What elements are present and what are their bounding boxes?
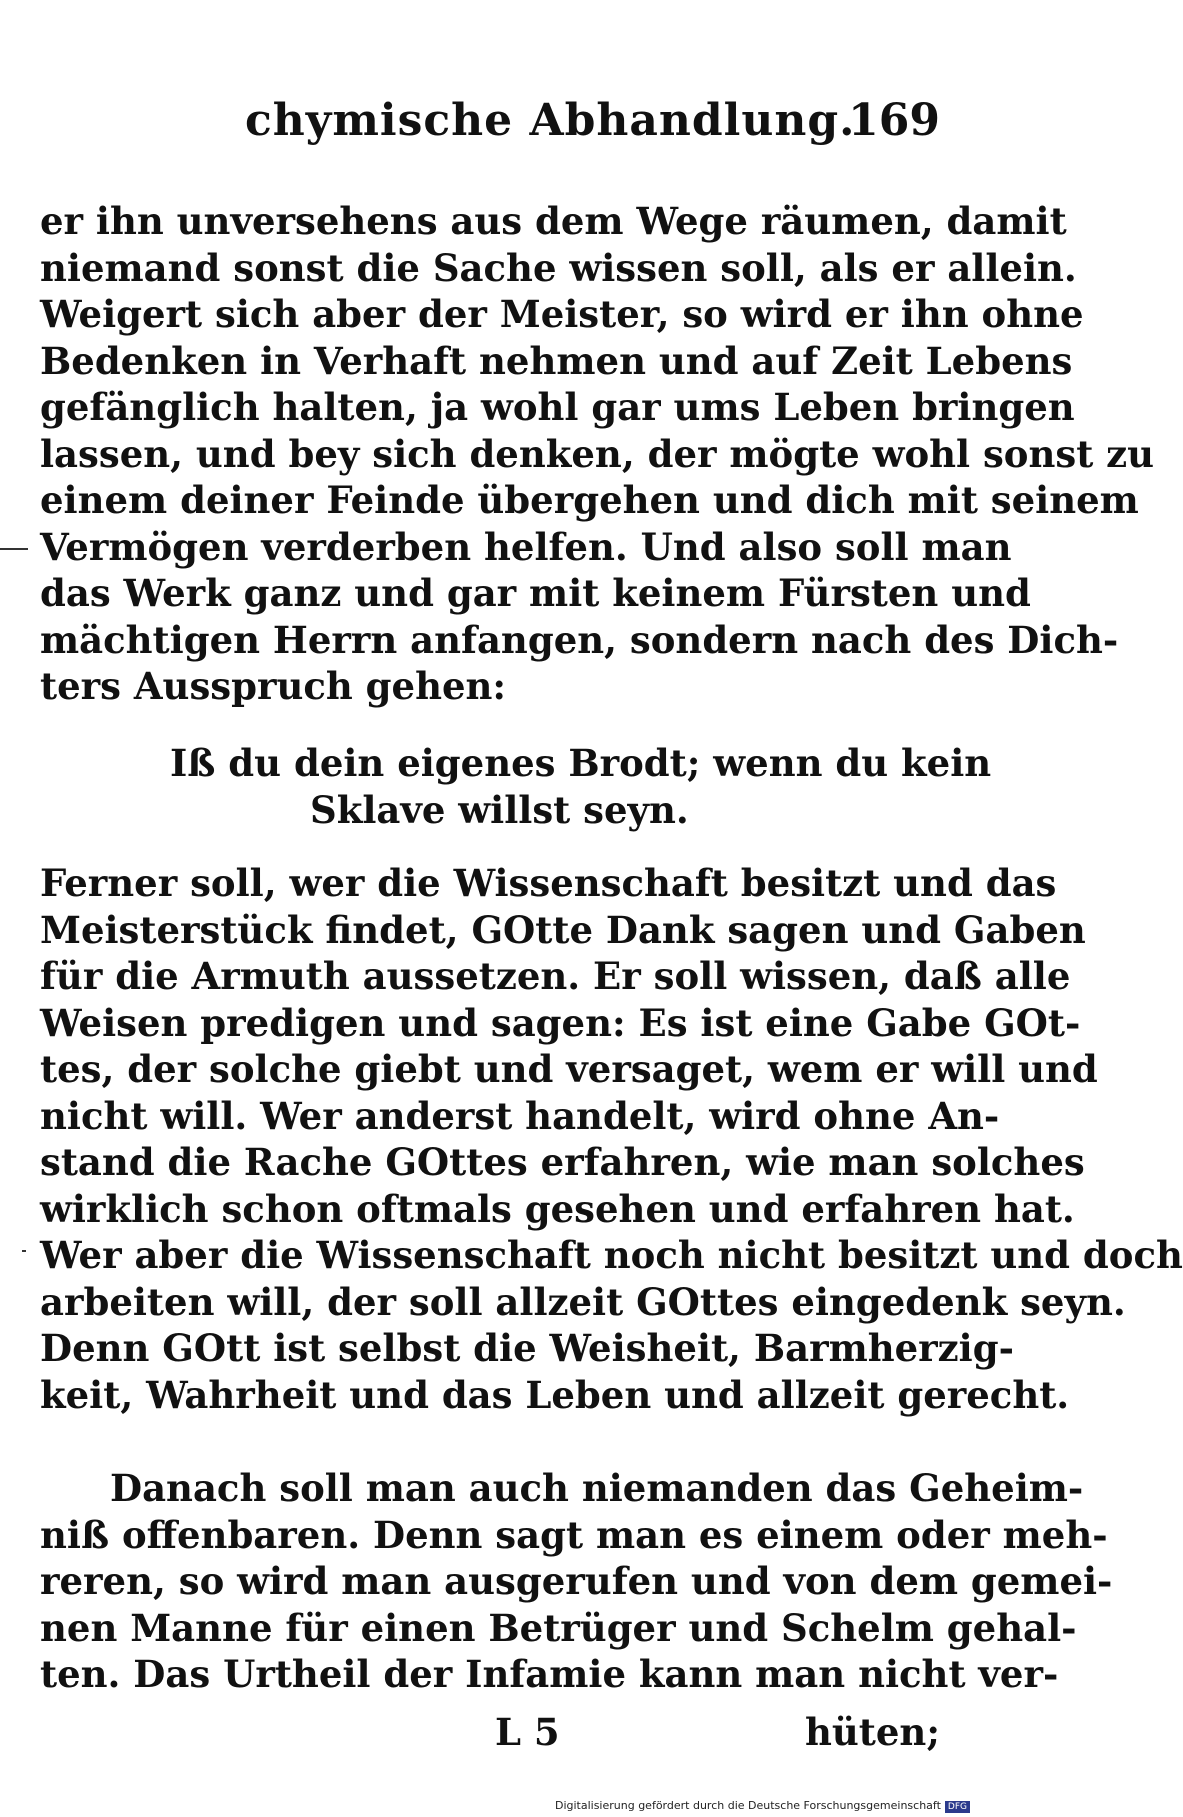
text-line: Weisen predigen und sagen: Es ist eine Gabe GOt-	[40, 1000, 1081, 1045]
credit-text: Digitalisierung gefördert durch die Deutsche Forschungsgemeinschaft	[554, 1799, 941, 1812]
text-line: Wer aber die Wissenschaft noch nicht besitzt und doch	[40, 1233, 1183, 1277]
text-line: wirklich schon oftmals gesehen und erfahren hat.	[40, 1186, 1075, 1231]
text-line: Bedenken in Verhaft nehmen und auf Zeit Lebens	[40, 338, 1073, 383]
text-line: Weigert sich aber der Meister, so wird er ihn ohne	[40, 292, 1084, 336]
paragraph-1	[40, 198, 1155, 710]
running-title: chymische Abhandlung.	[245, 95, 856, 146]
margin-mark	[0, 548, 28, 550]
text-line: nen Manne für einen Betrüger und Schelm gehal-	[40, 1605, 1077, 1650]
text-line: niß offenbaren. Denn sagt man es einem oder meh-	[40, 1512, 1108, 1557]
quote-line-1: Iß du dein eigenes Brodt; wenn du kein	[170, 741, 992, 785]
text-line: für die Armuth aussetzen. Er soll wissen, daß alle	[40, 954, 1071, 998]
verse-quote	[40, 740, 992, 833]
text-line: er ihn unversehens aus dem Wege räumen, damit	[40, 199, 1067, 243]
digitization-credit	[555, 1799, 970, 1813]
catchword: hüten;	[805, 1710, 940, 1754]
text-line: ters Ausspruch gehen:	[40, 664, 507, 708]
text-line: lassen, und bey sich denken, der mögte wohl sonst zu	[40, 431, 1155, 476]
text-line: tes, der solche giebt und versaget, wem er will und	[40, 1047, 1098, 1091]
signature-mark: L 5	[495, 1710, 560, 1754]
text-line: keit, Wahrheit und das Leben und allzeit gerecht.	[40, 1372, 1070, 1417]
paragraph-2	[40, 860, 1183, 1418]
page-number: 169	[848, 95, 940, 146]
margin-mark	[22, 1250, 26, 1252]
text-line: stand die Rache GOttes erfahren, wie man solches	[40, 1140, 1085, 1184]
text-line: mächtigen Herrn anfangen, sondern nach des Dich-	[40, 617, 1119, 662]
text-line: reren, so wird man ausgerufen und von dem gemei-	[40, 1559, 1113, 1603]
text-line: Denn GOtt ist selbst die Weisheit, Barmherzig-	[40, 1326, 1014, 1370]
paragraph-3	[40, 1465, 1113, 1698]
page-footer	[40, 1710, 940, 1770]
text-line: arbeiten will, der soll allzeit GOttes eingedenk seyn.	[40, 1279, 1126, 1324]
text-line: niemand sonst die Sache wissen soll, als er allein.	[40, 245, 1077, 290]
text-line: Danach soll man auch niemanden das Geheim-	[110, 1466, 1084, 1510]
text-line: nicht will. Wer anderst handelt, wird ohne An-	[40, 1093, 1000, 1138]
text-line: Ferner soll, wer die Wissenschaft besitzt und das	[40, 861, 1057, 905]
text-line: Meisterstück findet, GOtte Dank sagen und Gaben	[40, 907, 1086, 952]
page-header	[40, 95, 940, 155]
text-line: einem deiner Feinde übergehen und dich mit seinem	[40, 478, 1139, 522]
text-line: Vermögen verderben helfen. Und also soll man	[40, 524, 1012, 569]
dfg-logo: DFG	[945, 1801, 970, 1813]
quote-line-2: Sklave willst seyn.	[310, 787, 689, 832]
text-line: gefänglich halten, ja wohl gar ums Leben bringen	[40, 385, 1075, 429]
text-line: ten. Das Urtheil der Infamie kann man nicht ver-	[40, 1652, 1059, 1696]
text-line: das Werk ganz und gar mit keinem Fürsten und	[40, 571, 1031, 615]
